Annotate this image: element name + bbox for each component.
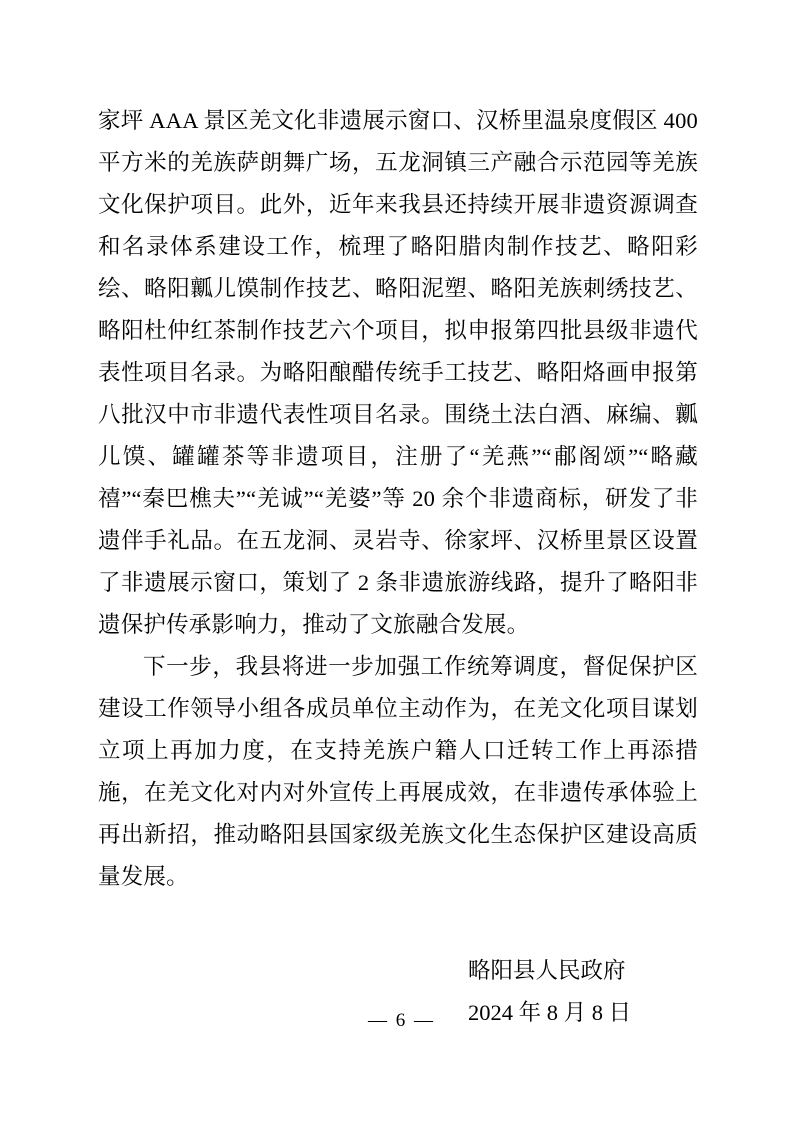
- signature-date: 2024 年 8 月 8 日: [468, 1000, 632, 1025]
- page-number: [0, 1010, 793, 1032]
- paragraph-1: 家坪 AAA 景区羌文化非遗展示窗口、汉桥里温泉度假区 400 平方米的羌族萨朗舞广场，五龙洞镇三产融合示范园等羌族文化保护项目。此外，近年来我县还持续开展非遗资源调查和名录体系建设工作，梳理了略阳腊肉制作技艺、略阳彩绘、略阳瓤儿馍制作技艺、略阳泥塑、略阳羌族刺绣技艺、略阳杜仲红茶制作技艺六个项目，拟申报第四批县级非遗代表性项目名录。为略阳酿醋传统手工技艺、略阳烙画申报第八批汉中市非遗代表性项目名录。围绕土法白酒、麻编、瓤儿馍、罐罐茶等非遗项目，注册了“羌燕”“郙阁颂”“略藏禧”“秦巴樵夫”“羌诚”“羌婆”等 20 余个非遗商标，研发了非遗伴手礼品。在五龙洞、灵岩寺、徐家坪、汉桥里景区设置了非遗展示窗口，策划了 2 条非遗旅游线路，提升了略阳非遗保护传承影响力，推动了文旅融合发展。: [98, 108, 698, 637]
- document-body: [98, 100, 698, 898]
- signature-issuer: 略阳县人民政府: [468, 958, 626, 983]
- paragraph-2: 下一步，我县将进一步加强工作统筹调度，督促保护区建设工作领导小组各成员单位主动作为，在羌文化项目谋划立项上再加力度，在支持羌族户籍人口迁转工作上再添措施，在羌文化对内对外宣传上再展成效，在非遗传承体验上再出新招，推动略阳县国家级羌族文化生态保护区建设高质量发展。: [98, 654, 698, 889]
- page-number-text: — 6 —: [368, 1010, 435, 1031]
